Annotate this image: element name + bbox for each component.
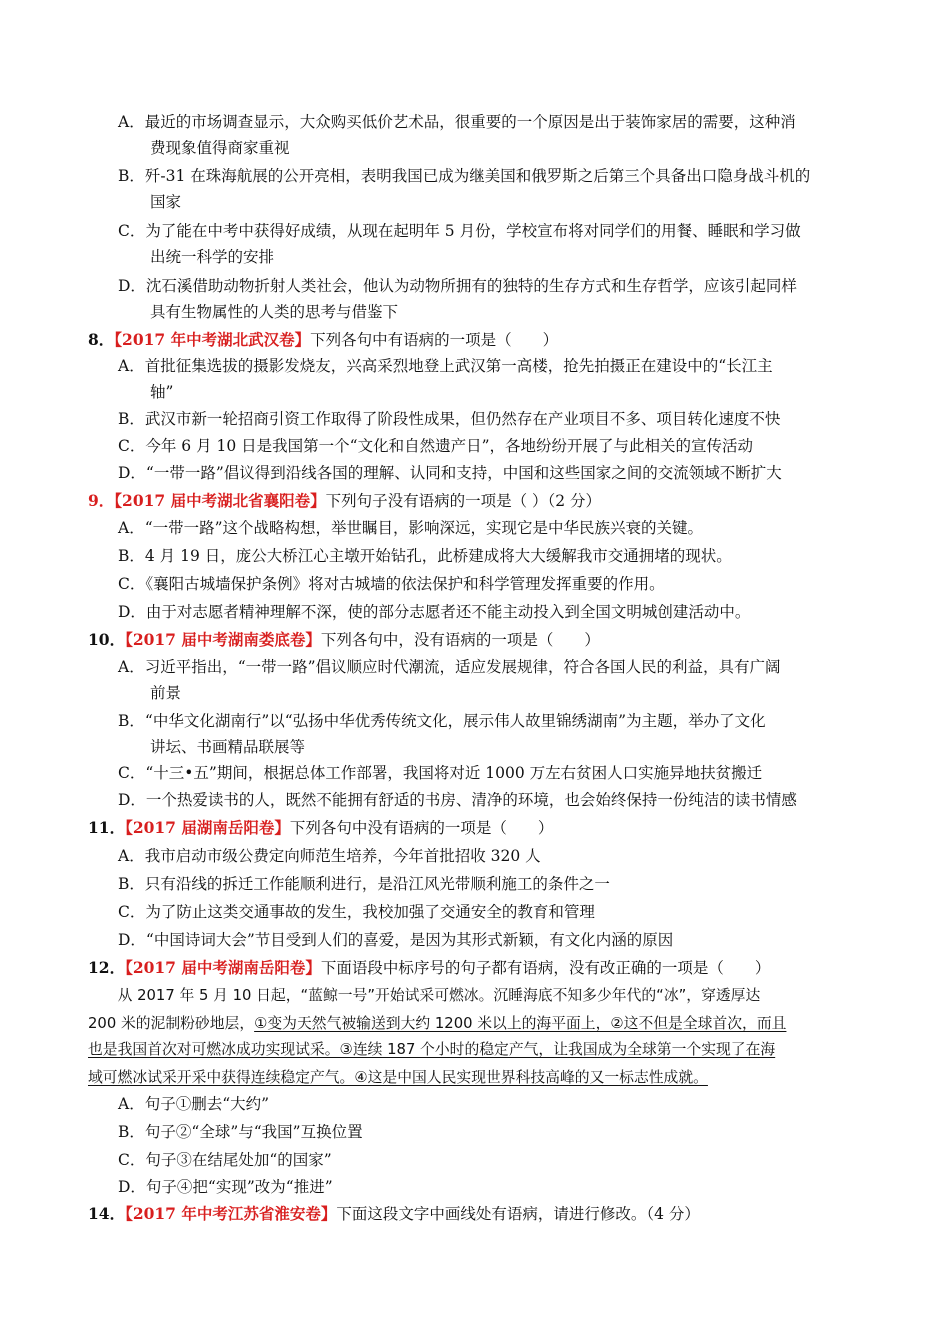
question-number: 11． (88, 818, 126, 837)
option-continuation: 出统一科学的安排 (150, 248, 275, 266)
answer-option: B．武汉市新一轮招商引资工作取得了阶段性成果，但仍然存在产业项目不多、项目转化速度不快 (118, 410, 781, 428)
answer-option: B．句子②“全球”与“我国”互换位置 (118, 1123, 363, 1141)
question-number: 10． (88, 630, 126, 649)
option-continuation: 讲坛、书画精品联展等 (150, 738, 306, 756)
answer-option: A．“一带一路”这个战略构想，举世瞩目，影响深远，实现它是中华民族兴衰的关键。 (118, 519, 704, 537)
option-continuation: 前景 (150, 684, 182, 702)
underlined-sentence: 也是我国首次对可燃冰成功实现试采。③连续 187 个小时的稳定产气，让我国成为全球第一个实现了在海 (88, 1041, 776, 1058)
answer-option: C．为了防止这类交通事故的发生，我校加强了交通安全的教育和管理 (118, 903, 595, 921)
question-stem: 下面这段文字中画线处有语病，请进行修改。（4 分） (336, 1205, 700, 1223)
answer-option: B．4 月 19 日，庞公大桥江心主墩开始钻孔，此桥建成将大大缓解我市交通拥堵的现状。 (118, 547, 732, 565)
passage-text: 从 2017 年 5 月 10 日起，“蓝鲸一号”开始试采可燃冰。沉睡海底不知多少年代的“冰”，穿透厚达 (88, 987, 761, 1004)
question-heading (88, 958, 770, 978)
answer-option: D．“一带一路”倡议得到沿线各国的理解、认同和支持，中国和这些国家之间的交流领域不断扩大 (118, 464, 782, 482)
answer-option: C．今年 6 月 10 日是我国第一个“文化和自然遗产日”，各地纷纷开展了与此相关的宣传活动 (118, 437, 754, 455)
exam-source: 【2017 届中考湖南娄底卷】 (125, 630, 321, 649)
question-stem: 下面语段中标序号的句子都有语病，没有改正确的一项是（ ） (320, 959, 771, 977)
answer-option: D．句子④把“实现”改为“推进” (118, 1178, 333, 1196)
option-continuation: 轴” (150, 383, 174, 401)
answer-option: B．“中华文化湖南行”以“弘扬中华优秀传统文化，展示伟人故里锦绣湖南”为主题，举办了文化 (118, 712, 766, 730)
exam-source: 【2017 届湖南岳阳卷】 (125, 818, 290, 837)
question-number: 8． (88, 330, 115, 349)
answer-option: B．只有沿线的拆迁工作能顺利进行，是沿江风光带顺利施工的条件之一 (118, 875, 610, 893)
question-heading (88, 818, 553, 838)
answer-option: D．一个热爱读书的人，既然不能拥有舒适的书房、清净的环境，也会始终保持一份纯洁的读书情感 (118, 791, 797, 809)
question-heading (88, 1204, 700, 1224)
answer-option: B．歼-31 在珠海航展的公开亮相，表明我国已成为继美国和俄罗斯之后第三个具备出口隐身战斗机的 (118, 167, 811, 185)
answer-option: C．“十三•五”期间，根据总体工作部署，我国将对近 1000 万左右贫困人口实施异地扶贫搬迁 (118, 764, 763, 782)
answer-option: C．《襄阳古城墙保护条例》将对古城墙的依法保护和科学管理发挥重要的作用。 (118, 575, 665, 593)
answer-option: C．句子③在结尾处加“的国家” (118, 1151, 332, 1169)
answer-option: D．由于对志愿者精神理解不深，使的部分志愿者还不能主动投入到全国文明城创建活动中。 (118, 603, 751, 621)
answer-option: A．句子①删去“大约” (118, 1095, 270, 1113)
answer-option: A．最近的市场调查显示，大众购买低价艺术品，很重要的一个原因是出于装饰家居的需要，这种消 (118, 113, 796, 131)
answer-option: D．沈石溪借助动物折射人类社会，他认为动物所拥有的独特的生存方式和生存哲学，应该引起同样 (118, 277, 797, 295)
option-continuation: 费现象值得商家重视 (150, 139, 290, 157)
answer-option: A．首批征集选拔的摄影发烧友，兴高采烈地登上武汉第一高楼，抢先拍摄正在建设中的“长江主 (118, 357, 773, 375)
exam-source: 【2017 届中考湖南岳阳卷】 (125, 958, 321, 977)
option-continuation: 具有生物属性的人类的思考与借鉴下 (150, 303, 399, 321)
question-number: 12． (88, 958, 126, 977)
exam-source: 【2017 年中考江苏省淮安卷】 (125, 1204, 337, 1223)
answer-option: A．习近平指出，“一带一路”倡议顺应时代潮流，适应发展规律，符合各国人民的利益，具有广阔 (118, 658, 781, 676)
question-heading (88, 330, 558, 350)
underlined-sentence: ①变为天然气被输送到大约 1200 米以上的海平面上，②这不但是全球首次，而且 (254, 1015, 787, 1032)
passage-text: 200 米的泥制粉砂地层， (88, 1015, 255, 1032)
question-stem: 下列各句中，没有语病的一项是（ ） (320, 631, 600, 649)
question-heading (88, 630, 600, 650)
option-continuation: 国家 (150, 193, 182, 211)
exam-source: 【2017 届中考湖北省襄阳卷】 (114, 491, 326, 510)
question-stem: 下列句子没有语病的一项是（ ）（2 分） (325, 492, 602, 510)
question-stem: 下列各句中有语病的一项是（ ） (310, 331, 559, 349)
answer-option: A．我市启动市级公费定向师范生培养，今年首批招收 320 人 (118, 847, 541, 865)
passage-line (88, 986, 760, 1006)
question-number: 9． (88, 491, 115, 510)
passage-line (88, 1068, 708, 1088)
answer-option: C．为了能在中考中获得好成绩，从现在起明年 5 月份，学校宣布将对同学们的用餐、睡眠和学习做 (118, 222, 801, 240)
passage-line (88, 1040, 775, 1060)
question-heading (88, 491, 601, 511)
answer-option: D．“中国诗词大会”节目受到人们的喜爱，是因为其形式新颖，有文化内涵的原因 (118, 931, 674, 949)
question-stem: 下列各句中没有语病的一项是（ ） (289, 819, 554, 837)
question-number: 14． (88, 1204, 126, 1223)
passage-line (88, 1014, 786, 1034)
underlined-sentence: 域可燃冰试采开采中获得连续稳定产气。④这是中国人民实现世界科技高峰的又一标志性成就。 (88, 1069, 708, 1086)
exam-source: 【2017 年中考湖北武汉卷】 (114, 330, 311, 349)
